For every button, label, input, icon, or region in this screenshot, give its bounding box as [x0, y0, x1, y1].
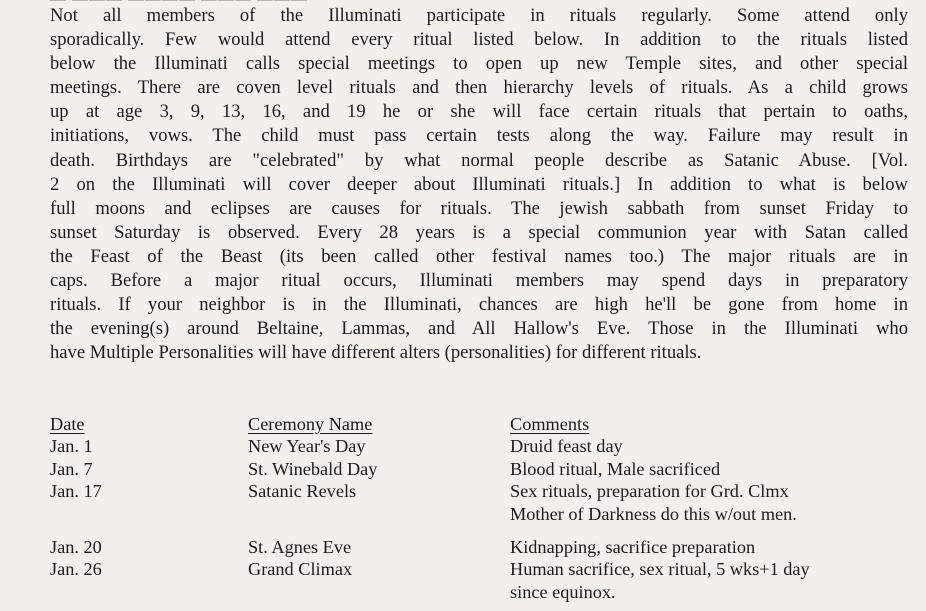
comments-cell: Human sacrifice, sex ritual, 5 wks+1 day	[510, 559, 810, 580]
table-row	[50, 481, 908, 503]
date-cell: Jan. 17	[50, 481, 102, 502]
date-column-header: Date	[50, 414, 85, 434]
table-header-row	[50, 414, 908, 436]
paragraph-line: sunset Saturday is observed. Every 28 years is a special communion year with Satan called	[50, 221, 908, 243]
comments-cell: since equinox.	[510, 581, 616, 602]
table-row	[50, 459, 908, 481]
table-row	[50, 504, 908, 526]
paragraph-line: have Multiple Personalities will have different alters (personalities) for different rituals.	[50, 342, 702, 364]
paragraph-line: 2 on the Illuminati will cover deeper about Illuminati rituals.] In addition to what is below	[50, 173, 908, 195]
paragraph-line: the evening(s) around Beltaine, Lammas, and All Hallow's Eve. Those in the Illuminati who	[50, 318, 908, 340]
paragraph-line: the Feast of the Beast (its been called other festival names too.) The major rituals are in	[50, 245, 908, 267]
ceremony-column-header: Ceremony Name	[248, 414, 373, 434]
paragraph-line: full moons and eclipses are causes for rituals. The jewish sabbath from sunset Friday to	[50, 197, 908, 219]
paragraph-line: caps. Before a major ritual occurs, Illuminati members may spend days in preparatory	[50, 270, 908, 292]
table-row	[50, 582, 908, 604]
paragraph-line: sporadically. Few would attend every ritual listed below. In addition to the rituals listed	[50, 29, 908, 51]
comments-cell: Blood ritual, Male sacrificed	[510, 458, 721, 479]
date-cell: Jan. 26	[50, 559, 102, 580]
comments-cell: Mother of Darkness do this w/out men.	[510, 503, 797, 524]
ceremony-cell: St. Winebald Day	[248, 458, 378, 479]
comments-cell: Druid feast day	[510, 436, 623, 457]
comments-column-header: Comments	[510, 414, 590, 434]
date-cell: Jan. 7	[50, 458, 93, 479]
paragraph-line: meetings. There are coven level rituals and then hierarchy levels of rituals. As a child grows	[50, 77, 908, 99]
ceremony-cell: Grand Climax	[248, 559, 353, 580]
paragraph-line: below the Illuminati calls special meetings to open up new Temple sites, and other special	[50, 53, 908, 75]
paragraph-line: Not all members of the Illuminati participate in rituals regularly. Some attend only	[50, 5, 908, 26]
paragraph-line: rituals. If your neighbor is in the Illuminati, chances are high he'll be gone from home in	[50, 294, 908, 316]
table-row	[50, 537, 908, 559]
ritual-calendar-table	[50, 414, 908, 604]
paragraph-line: death. Birthdays are "celebrated" by what normal people describe as Satanic Abuse. [Vol.	[50, 149, 908, 171]
comments-cell: Sex rituals, preparation for Grd. Clmx	[510, 481, 789, 502]
ceremony-cell: New Year's Day	[248, 436, 366, 457]
comments-cell: Kidnapping, sacrifice preparation	[510, 536, 756, 557]
paragraph-line: up at age 3, 9, 13, 16, and 19 he or she will face certain rituals that pertain to oaths,	[50, 101, 908, 123]
date-cell: Jan. 20	[50, 536, 102, 557]
date-cell: Jan. 1	[50, 436, 93, 457]
table-row	[50, 559, 908, 581]
ceremony-cell: St. Agnes Eve	[248, 536, 352, 557]
ceremony-cell: Satanic Revels	[248, 481, 357, 502]
row-gap	[50, 526, 908, 537]
table-row	[50, 436, 908, 458]
rituals-paragraph	[50, 4, 908, 365]
paragraph-line: initiations, vows. The child must pass certain tests along the way. Failure may result in	[50, 125, 908, 147]
